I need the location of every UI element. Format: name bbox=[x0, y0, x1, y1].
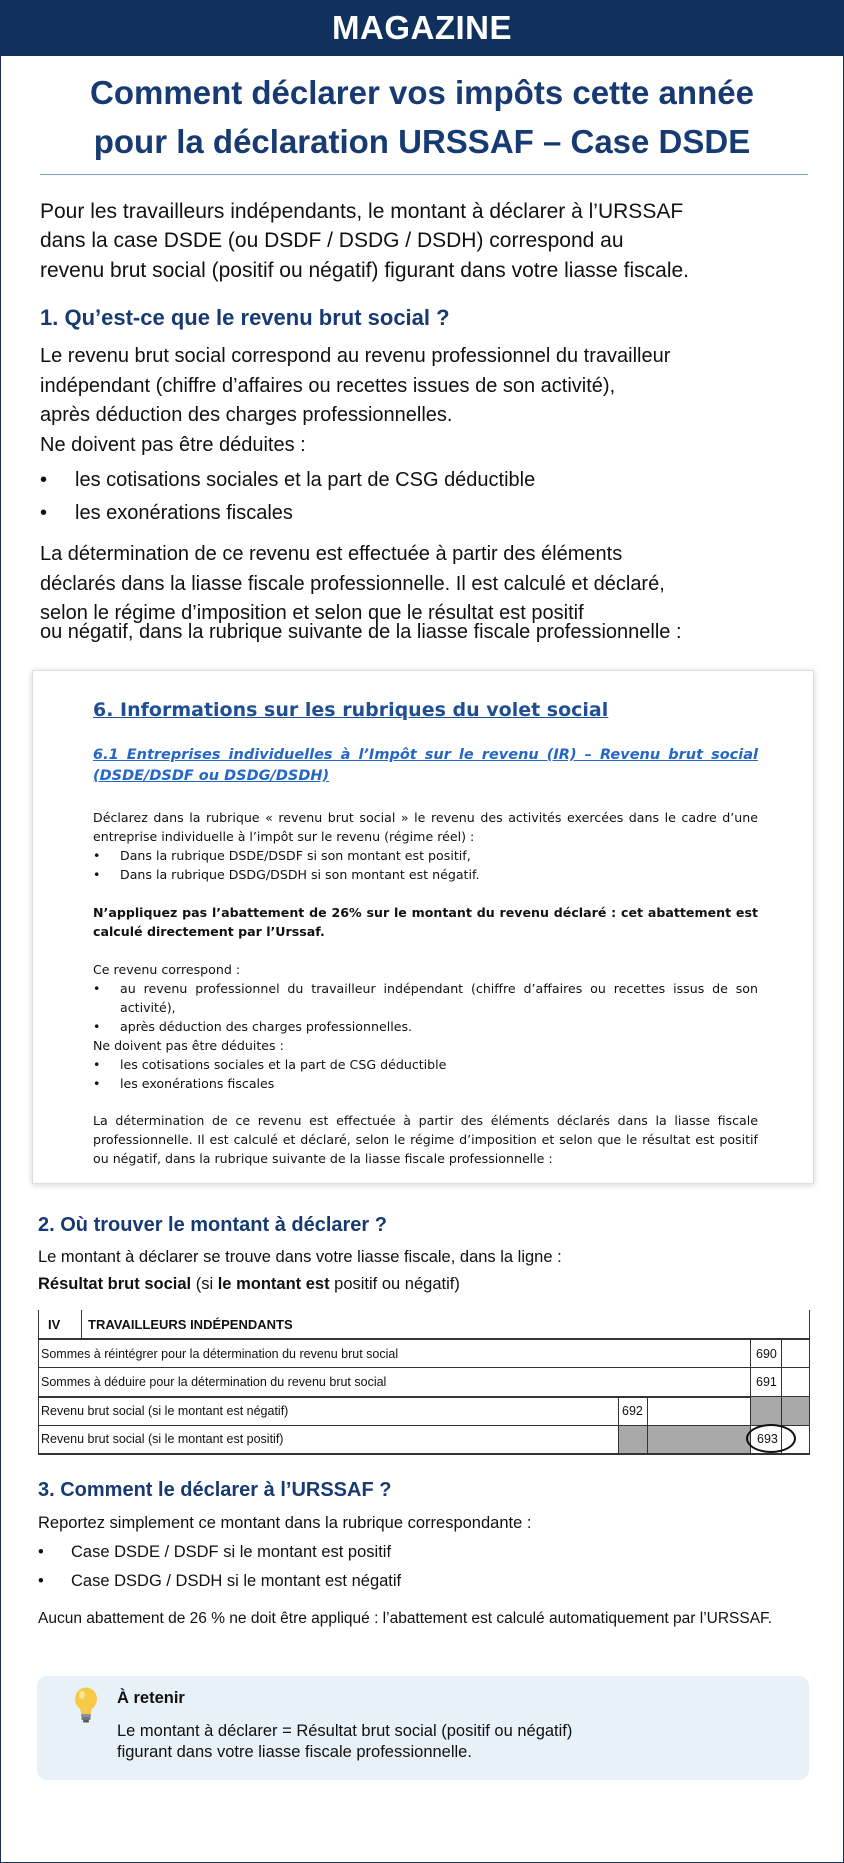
table-rule bbox=[38, 1396, 810, 1398]
table-rule bbox=[38, 1310, 39, 1454]
bullet-dot: • bbox=[93, 1057, 101, 1072]
shaded-cell bbox=[619, 1426, 647, 1453]
bullet-dot: • bbox=[93, 1019, 101, 1034]
bullet-text: Case DSDE / DSDF si le montant est positif bbox=[71, 1543, 392, 1561]
section-2-heading: 2. Où trouver le montant à déclarer ? bbox=[38, 1214, 387, 1236]
table-rule bbox=[809, 1310, 810, 1454]
section-3-note: Aucun abattement de 26 % ne doit être appliqué : l’abattement est calculé automatiquement par l’URSSAF. bbox=[38, 1610, 773, 1627]
bullet-dot: • bbox=[40, 502, 48, 524]
bullet-text: les cotisations sociales et la part de CSG déductible bbox=[120, 1057, 447, 1072]
section-3-heading: 3. Comment le déclarer à l’URSSAF ? bbox=[38, 1479, 392, 1501]
excerpt-intro: Déclarez dans la rubrique « revenu brut social » le revenu des activités exercées dans le cadre d’une entreprise individuelle à l’impôt sur le revenu (régime réel) : bbox=[93, 810, 758, 844]
takeaway-line-2: figurant dans votre liasse fiscale professionnelle. bbox=[117, 1743, 472, 1761]
bullet-dot: • bbox=[93, 1076, 101, 1091]
excerpt-bold-note: N’appliquez pas l’abattement de 26% sur le montant du revenu déclaré : cet abattement est calculé directement par l’Urssaf. bbox=[93, 905, 758, 939]
title-line-1: Comment déclarer vos impôts cette année bbox=[90, 74, 754, 111]
table-row-code: 693 bbox=[757, 1432, 778, 1446]
section-1-line: Le revenu brut social correspond au revenu professionnel du travailleur bbox=[40, 345, 671, 367]
bullet-dot: • bbox=[38, 1543, 44, 1561]
intro-line-2: dans la case DSDE (ou DSDF / DSDG / DSDH) correspond au bbox=[40, 229, 624, 252]
title-line-2: pour la déclaration URSSAF – Case DSDE bbox=[93, 123, 751, 160]
bullet-text: après déduction des charges professionnelles. bbox=[120, 1019, 413, 1034]
shaded-cell bbox=[782, 1397, 809, 1425]
table-rule bbox=[81, 1310, 82, 1339]
section-2-line-2 bbox=[38, 1271, 838, 1297]
table-row-code: 690 bbox=[756, 1347, 777, 1361]
highlight-circle bbox=[746, 1424, 796, 1453]
table-row-code: 692 bbox=[622, 1404, 643, 1418]
section-1-line: Ne doivent pas être déduites : bbox=[40, 434, 306, 456]
takeaway-line-1: Le montant à déclarer = Résultat brut social (positif ou négatif) bbox=[117, 1722, 573, 1740]
shaded-cell bbox=[648, 1426, 750, 1453]
section-1-heading: 1. Qu’est-ce que le revenu brut social ? bbox=[40, 305, 450, 330]
fiscal-form-table bbox=[38, 1310, 810, 1454]
amount-label: le montant est bbox=[217, 1275, 330, 1293]
section-title: TRAVAILLEURS INDÉPENDANTS bbox=[88, 1317, 293, 1332]
section-1-line: indépendant (chiffre d’affaires ou recettes issues de son activité), bbox=[40, 375, 616, 397]
title-divider bbox=[40, 174, 808, 175]
bullet-dot: • bbox=[93, 981, 101, 996]
section-1-line: après déduction des charges professionnelles. bbox=[40, 404, 453, 426]
table-rule bbox=[38, 1453, 810, 1455]
table-row-label: Revenu brut social (si le montant est positif) bbox=[41, 1432, 284, 1446]
bullet-text: les cotisations sociales et la part de CSG déductible bbox=[75, 469, 536, 491]
table-row-label: Sommes à déduire pour la détermination du revenu brut social bbox=[41, 1375, 387, 1389]
section-1-closing: déclarés dans la liasse fiscale professionnelle. Il est calculé et déclaré, bbox=[40, 573, 665, 595]
section-number: IV bbox=[48, 1317, 61, 1332]
excerpt-closing: La détermination de ce revenu est effectuée à partir des éléments déclarés dans la liasse fiscale professionnelle. Il est calculé et déclaré, selon le régime d’imposition et selon que le résultat est positif ou négatif, dans la rubrique suivante de la liasse fiscale professionnelle : bbox=[93, 1113, 758, 1166]
excerpt-corresponds: Ce revenu correspond : bbox=[93, 962, 241, 977]
lightbulb-icon bbox=[71, 1686, 101, 1724]
table-rule bbox=[38, 1339, 810, 1340]
section-1-closing: La détermination de ce revenu est effectuée à partir des éléments bbox=[40, 543, 623, 565]
bullet-dot: • bbox=[93, 867, 101, 882]
bullet-dot: • bbox=[93, 848, 101, 863]
intro-line-3: revenu brut social (positif ou négatif) figurant dans votre liasse fiscale. bbox=[40, 259, 690, 282]
bullet-dot: • bbox=[38, 1572, 44, 1590]
line-part: positif ou négatif) bbox=[329, 1275, 460, 1293]
bullet-text: Dans la rubrique DSDG/DSDH si son montant est négatif. bbox=[120, 867, 480, 882]
section-1-closing: selon le régime d’imposition et selon que le résultat est positif bbox=[40, 602, 584, 624]
takeaway-title: À retenir bbox=[117, 1689, 185, 1707]
bullet-dot: • bbox=[40, 469, 48, 491]
bullet-text: au revenu professionnel du travailleur indépendant (chiffre d’affaires ou recettes issus de son activité), bbox=[120, 981, 758, 1015]
excerpt-not-deducted: Ne doivent pas être déduites : bbox=[93, 1038, 284, 1053]
table-row-label: Sommes à réintégrer pour la détermination du revenu brut social bbox=[41, 1347, 399, 1361]
official-document-excerpt bbox=[32, 670, 814, 1184]
intro-line-1: Pour les travailleurs indépendants, le montant à déclarer à l’URSSAF bbox=[40, 200, 684, 223]
article-title bbox=[30, 68, 814, 166]
bullet-text: les exonérations fiscales bbox=[120, 1076, 275, 1091]
table-row-code: 691 bbox=[756, 1375, 777, 1389]
magazine-header: MAGAZINE bbox=[0, 0, 844, 56]
bullet-text: les exonérations fiscales bbox=[75, 502, 293, 524]
bullet-text: Dans la rubrique DSDE/DSDF si son montant est positif, bbox=[120, 848, 471, 863]
excerpt-subheading: 6.1 Entreprises individuelles à l’Impôt sur le revenu (IR) – Revenu brut social (DSDE/DSDF ou DSDG/DSDH) bbox=[93, 747, 758, 784]
table-rule bbox=[38, 1367, 810, 1368]
section-1-closing: ou négatif, dans la rubrique suivante de la liasse fiscale professionnelle : bbox=[40, 621, 682, 643]
shaded-cell bbox=[751, 1397, 781, 1425]
table-row-label: Revenu brut social (si le montant est négatif) bbox=[41, 1404, 289, 1418]
line-part: (si bbox=[191, 1275, 218, 1293]
result-label: Résultat brut social bbox=[38, 1275, 192, 1293]
excerpt-heading: 6. Informations sur les rubriques du volet social bbox=[93, 699, 609, 721]
bullet-text: Case DSDG / DSDH si le montant est négatif bbox=[71, 1572, 402, 1590]
key-takeaway-box bbox=[37, 1676, 809, 1780]
section-2-line-1: Le montant à déclarer se trouve dans votre liasse fiscale, dans la ligne : bbox=[38, 1248, 562, 1266]
section-3-line-1: Reportez simplement ce montant dans la rubrique correspondante : bbox=[38, 1514, 532, 1532]
